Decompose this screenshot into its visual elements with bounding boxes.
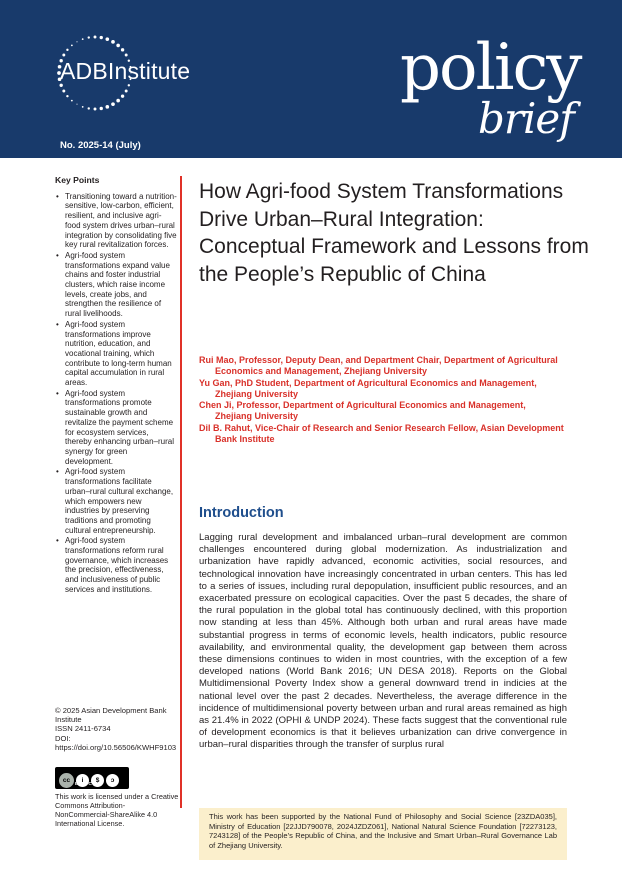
logo-dot	[111, 102, 115, 106]
logo-dot	[94, 36, 97, 39]
author-affiliation: Zhejiang University	[215, 411, 299, 422]
brief-wordmark: brief	[478, 94, 574, 143]
author-affiliation: Economics and Management, Zhejiang University	[215, 366, 428, 377]
cc-labels: BY NC SA	[75, 782, 102, 787]
logo-dot	[88, 36, 90, 38]
logo-dot	[62, 54, 65, 57]
author-name-role: Rui Mao, Professor, Deputy Dean, and Department Chair, Department of Agricultural	[199, 355, 558, 365]
logo-dot	[71, 100, 73, 102]
introduction-body: Lagging rural development and imbalanced urban–rural development are common challenges encountered during global modernization. As industrialization and urbanization have rapidly advanced, economic activities, social resources, and technological innovation have increasingly concentrated in urban centers. This has led to a series of issues, including rural depopulation, insufficient public resources, and an exacerbated pressure on ecological capacities. Over the past 5 decades, the share of the rural population in the global total has continuously declined, with this proportion now standing at less than 45%. Although both urban and rural areas have made substantial progress in terms of economic levels, health indicators, public resource availability, and environmental quality, the development gap between them across these dimensions continues to widen in most countries, with the exception of a few developed nations (World Bank 2016; UN DESA 2018). Reports on the Global Multidimensional Poverty Index show a general downward trend in indicies at the national level over the past 2 decades. Nevertheless, the average difference in the incidence of multidimensional poverty between urban and rural areas remained as high as 21.4% in 2022 (OPHI & UNDP 2024). These facts suggest that the conventional rule of development economics is that it believes urbanization can drive convergence in urban–rural disparities through the transfer of surplus rural	[199, 532, 567, 751]
sharealike-icon: ↄ	[106, 774, 119, 787]
key-points-list	[55, 192, 177, 595]
logo-dot	[100, 36, 103, 39]
logo-dot	[106, 105, 110, 109]
logo-dot	[100, 107, 103, 110]
noncommercial-icon: $	[91, 774, 104, 787]
logo-dot	[66, 95, 68, 97]
introduction-heading: Introduction	[199, 505, 284, 521]
funding-note: This work has been supported by the National Fund of Philosophy and Social Science [23ZDA035], Ministry of Education [22JJD790078, 2024JZDZ061], National Natural Science Foundation [72273123, 7243128] of the People’s Republic of China, and the Inclusive and Smart Urban–Rural Governance Lab of Zhejiang University.	[209, 812, 557, 850]
author-entry	[199, 378, 579, 401]
license-text: This work is licensed under a Creative Commons Attribution-NonCommercial-ShareAlike 4.0 International License.	[55, 792, 179, 828]
logo-dot	[76, 104, 77, 105]
header-banner	[0, 0, 622, 158]
key-points-heading: Key Points	[55, 175, 100, 185]
logo-dot	[116, 99, 120, 103]
key-points-sidebar	[55, 176, 177, 596]
key-point-item: • Agri-food system transformations improve nutrition, education, and vocational training, which contribute to long-term human capital accumulation in rural areas.	[55, 320, 177, 388]
copyright-block	[55, 706, 177, 752]
logo-dot	[125, 90, 128, 93]
key-point-item: • Agri-food system transformations facilitate urban–rural cultural exchange, which empowers new industries by preserving traditions and promoting cultural entrepreneurship.	[55, 467, 177, 535]
copyright-line: © 2025 Asian Development Bank Institute	[55, 706, 167, 725]
cc-license-badge[interactable]	[55, 767, 129, 789]
adbi-logo-text: ADBInstitute	[60, 58, 191, 84]
author-name-role: Dil B. Rahut, Vice-Chair of Research and Senior Research Fellow, Asian Development	[199, 422, 564, 433]
key-point-item: • Agri-food system transformations expand value chains and foster industrial clusters, which raise income levels, create jobs, and strengthen the resilience of rural livelihoods.	[55, 251, 177, 319]
logo-dot	[82, 38, 84, 40]
author-affiliation: Bank Institute	[215, 434, 275, 445]
author-entry	[199, 355, 579, 378]
logo-dot	[121, 94, 124, 97]
logo-dot	[62, 90, 65, 93]
sidebar-divider	[180, 176, 182, 808]
cc-icon: cc	[59, 773, 74, 788]
issue-number: No. 2025-14 (July)	[60, 140, 141, 151]
attribution-icon: i	[76, 774, 89, 787]
author-entry	[199, 423, 579, 446]
policy-wordmark: policy	[400, 31, 581, 105]
logo-dot	[88, 107, 90, 109]
key-point-item: • Agri-food system transformations promote sustainable growth and revitalize the payment scheme for ecosystem services, thereby enhancing urban–rural synergy for green development.	[55, 389, 177, 467]
author-name-role: Chen Ji, Professor, Department of Agricultural Economics and Management,	[199, 400, 526, 411]
article-title: How Agri-food System Transformations Drive Urban–Rural Integration: Conceptual Framework and Lessons from the People’s Republic of China	[199, 180, 589, 286]
funding-note-box	[199, 808, 567, 860]
doi-line: DOI: https://doi.org/10.56506/KWHF9103	[55, 733, 177, 752]
logo-dot	[111, 40, 115, 44]
logo-dot	[82, 106, 84, 108]
key-point-item: • Transitioning toward a nutrition-sensitive, low-carbon, efficient, resilient, and inclusive agri-food system drives urban–rural integration by consolidating five key rural revitalization forces.	[55, 192, 177, 250]
logo-dot	[66, 49, 68, 51]
author-entry	[199, 400, 579, 423]
author-affiliation: Zhejiang University	[215, 388, 299, 399]
logo-dot	[121, 48, 124, 51]
author-name-role: Yu Gan, PhD Student, Department of Agricultural Economics and Management,	[199, 377, 537, 388]
authors-block	[199, 355, 579, 445]
issn-line: ISSN 2411-6734	[55, 724, 111, 734]
logo-dot	[116, 44, 120, 48]
logo-dot	[71, 45, 73, 47]
logo-dot	[76, 41, 77, 42]
key-point-item: • Agri-food system transformations reform rural governance, which increases the precision, effectiveness, and inclusiveness of public services and institutions.	[55, 536, 177, 594]
logo-dot	[94, 108, 97, 111]
logo-dot	[106, 37, 110, 41]
logo-dot	[125, 54, 128, 57]
